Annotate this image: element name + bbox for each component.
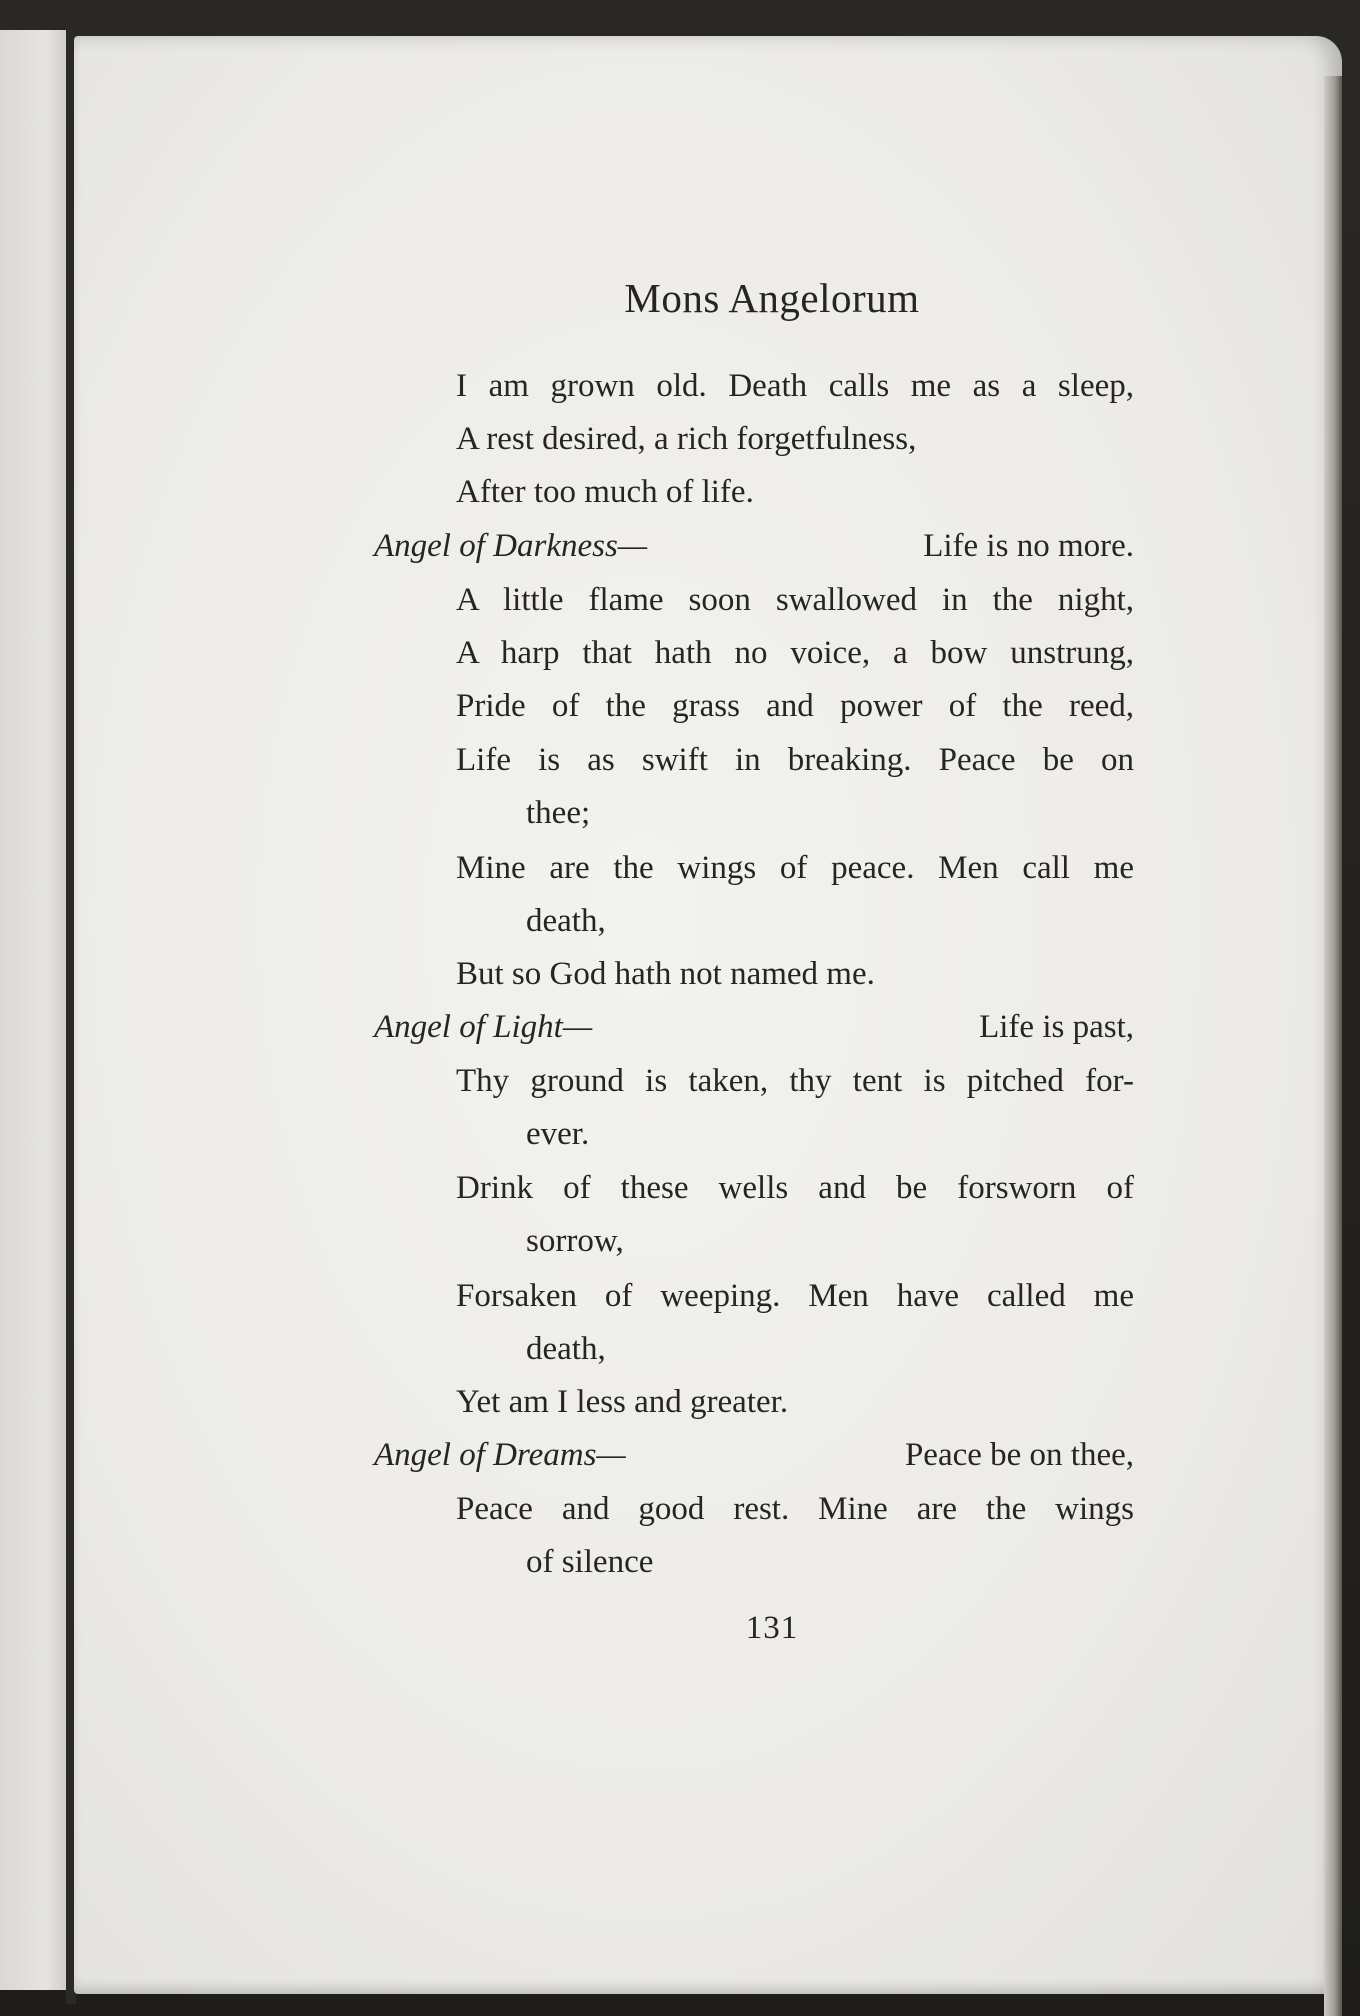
page-number: 131	[745, 1610, 799, 1646]
verse-line-turnover: death,	[526, 903, 606, 939]
verse-line: After too much of life.	[456, 474, 754, 510]
verse-line-turnover: ever.	[526, 1116, 590, 1152]
verse-line: Drink of these wells and be forsworn of	[456, 1170, 1134, 1206]
poem-title: Mons Angelorum	[624, 275, 920, 321]
verse-line: A harp that hath no voice, a bow unstrung,	[456, 635, 1134, 671]
verse-line-turnover: sorrow,	[526, 1223, 624, 1259]
verse-line-turnover: of silence	[526, 1544, 654, 1580]
verse-line: Life is past,	[979, 1009, 1134, 1045]
speaker-name: Angel of Light—	[374, 1009, 593, 1045]
verse-line: Pride of the grass and power of the reed,	[456, 688, 1134, 724]
verse-line: Mine are the wings of peace. Men call me	[456, 850, 1134, 886]
speaker-name: Angel of Dreams—	[374, 1437, 626, 1473]
page-fore-edge	[1324, 76, 1342, 2016]
verse-line: I am grown old. Death calls me as a sleep,	[456, 368, 1134, 404]
verse-line: But so God hath not named me.	[456, 956, 875, 992]
verse-line: Peace and good rest. Mine are the wings	[456, 1491, 1134, 1527]
verse-line: Forsaken of weeping. Men have called me	[456, 1278, 1134, 1314]
left-page-edge	[0, 30, 69, 1990]
book-page	[74, 36, 1342, 1994]
verse-line: Thy ground is taken, thy tent is pitched for-	[456, 1063, 1134, 1099]
verse-line: Yet am I less and greater.	[456, 1384, 789, 1420]
verse-line: Life is as swift in breaking. Peace be on	[456, 742, 1134, 778]
verse-line-turnover: thee;	[526, 795, 591, 831]
verse-line: A little flame soon swallowed in the night,	[456, 582, 1134, 618]
verse-line: Peace be on thee,	[904, 1437, 1134, 1473]
speaker-name: Angel of Darkness—	[374, 528, 648, 564]
verse-line-turnover: death,	[526, 1331, 606, 1367]
verse-line: A rest desired, a rich forgetfulness,	[456, 421, 917, 457]
verse-line: Life is no more.	[923, 528, 1134, 564]
